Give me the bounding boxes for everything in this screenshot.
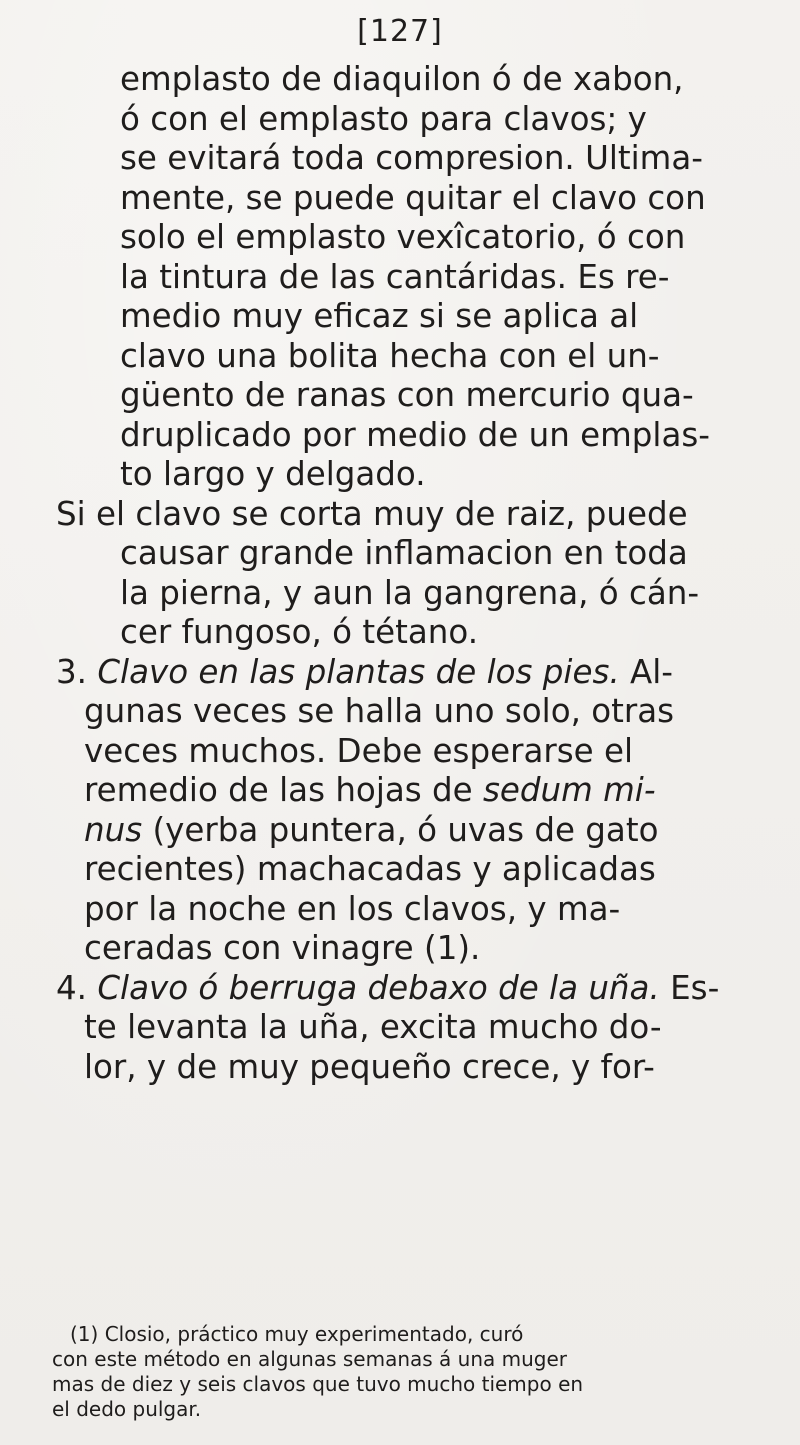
- text-line: [0, 337, 800, 377]
- text-span: cer fungoso, ó tétano.: [120, 613, 479, 651]
- text-line: [0, 297, 800, 337]
- text-span: te levanta la uña, excita mucho do-: [84, 1008, 662, 1046]
- text-line: [0, 732, 800, 772]
- text-line: [0, 376, 800, 416]
- text-line: [0, 613, 800, 653]
- text-span: (yerba puntera, ó uvas de gato: [142, 810, 659, 849]
- text-span: Es-: [659, 968, 720, 1007]
- text-span: Si el clavo se corta muy de raiz, puede: [56, 494, 688, 533]
- text-span: druplicado por medio de un emplas-: [120, 415, 711, 454]
- text-line: [0, 258, 800, 298]
- text-span: lor, y de muy pequeño crece, y for-: [84, 1047, 655, 1086]
- text-span: por la noche en los clavos, y ma-: [84, 889, 621, 928]
- footnote-line: (1) Closio, práctico muy experimentado, curó: [70, 1322, 524, 1346]
- text-span: recientes) machacadas y aplicadas: [84, 850, 656, 888]
- text-span: medio muy eficaz si se aplica al: [120, 297, 639, 335]
- text-span: la pierna, y aun la gangrena, ó cán-: [120, 573, 700, 612]
- text-span: solo el emplasto vexîcatorio, ó con: [120, 218, 686, 256]
- text-line: [0, 850, 800, 890]
- text-span: remedio de las hojas de: [84, 771, 483, 809]
- text-line: [0, 495, 800, 535]
- text-line: [0, 100, 800, 140]
- text-span: ceradas con vinagre (1).: [84, 929, 481, 967]
- footnote-line: el dedo pulgar.: [52, 1397, 202, 1421]
- text-line: [0, 1048, 800, 1088]
- text-span: clavo una bolita hecha con el un-: [120, 336, 660, 375]
- text-span: gunas veces se halla uno solo, otras: [84, 692, 675, 730]
- text-span: causar grande inflamacion en toda: [120, 534, 688, 572]
- italic-span: Clavo ó berruga debaxo de la uña.: [97, 968, 660, 1007]
- italic-span: nus: [84, 810, 143, 849]
- footnote: [0, 1322, 800, 1422]
- footnote-line: mas de diez y seis clavos que tuvo mucho tiempo en: [52, 1372, 584, 1396]
- text-line: [0, 771, 800, 811]
- text-span: la tintura de las cantáridas. Es re-: [120, 257, 670, 296]
- text-span: Al-: [619, 652, 674, 691]
- text-line: [0, 574, 800, 614]
- text-span: 3.: [56, 652, 98, 691]
- text-line: [0, 455, 800, 495]
- text-span: mente, se puede quitar el clavo con: [120, 178, 706, 217]
- text-span: ó con el emplasto para clavos; y: [120, 99, 647, 138]
- text-span: emplasto de diaquilon ó de xabon,: [120, 60, 684, 98]
- body-text: [0, 60, 800, 1087]
- text-line: [0, 811, 800, 851]
- page-number: [127]: [357, 14, 443, 49]
- text-line: [0, 929, 800, 969]
- text-line: [0, 969, 800, 1009]
- italic-span: sedum mi-: [482, 771, 656, 809]
- text-line: [0, 416, 800, 456]
- text-span: güento de ranas con mercurio qua-: [120, 376, 694, 414]
- text-line: [0, 60, 800, 100]
- text-line: [0, 653, 800, 693]
- text-line: [0, 179, 800, 219]
- footnote-line: con este método en algunas semanas á una muger: [52, 1347, 568, 1371]
- text-span: veces muchos. Debe esperarse el: [84, 731, 634, 770]
- text-line: [0, 534, 800, 574]
- text-line: [0, 1008, 800, 1048]
- text-line: [0, 139, 800, 179]
- text-span: to largo y delgado.: [120, 455, 426, 493]
- text-line: [0, 890, 800, 930]
- text-span: se evitará toda compresion. Ultima-: [120, 139, 703, 177]
- text-span: 4.: [56, 968, 98, 1007]
- text-line: [0, 218, 800, 258]
- italic-span: Clavo en las plantas de los pies.: [97, 652, 620, 691]
- text-line: [0, 692, 800, 732]
